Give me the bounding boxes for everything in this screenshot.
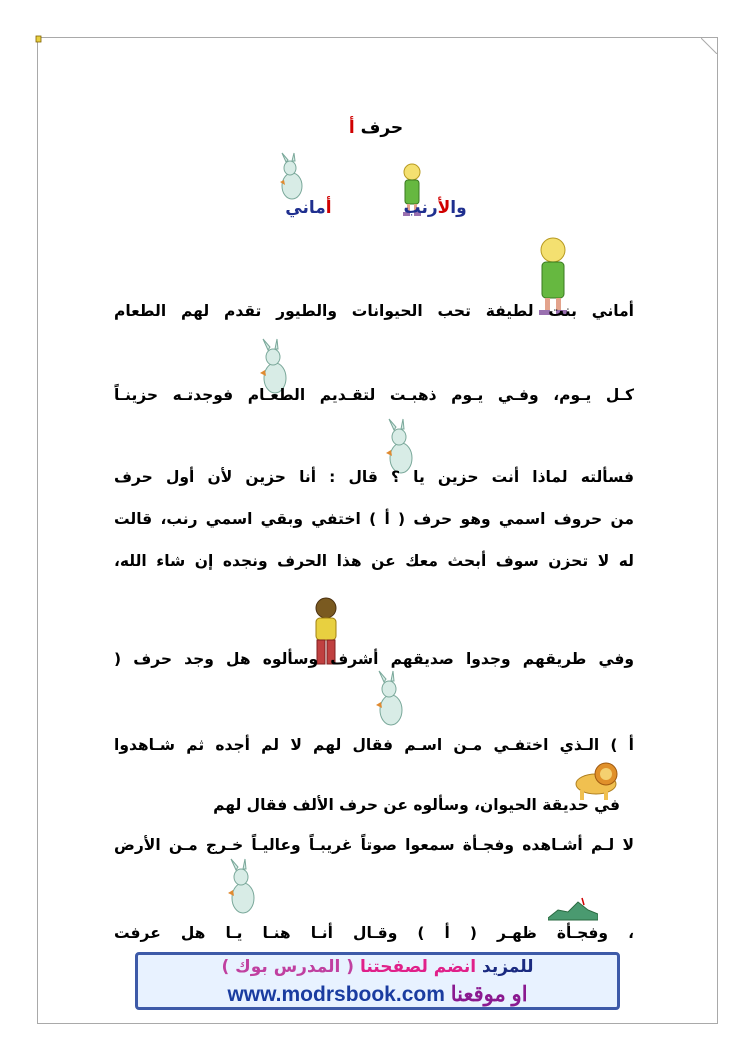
subtitle-rabbit	[403, 198, 466, 218]
story-line-5: له لا تحزن سوف أبحث معك عن هذا الحرف ونجده إن شاء الله،	[114, 552, 634, 570]
subtitle-amani-rest: ماني	[285, 198, 326, 218]
story-line-4: من حروف اسمي وهو حرف ( أ ) اختفي وبقي اسمي رنب، قالت	[114, 510, 634, 528]
subtitle-amani	[285, 198, 331, 218]
story-line-2: كـل يـوم، وفـي يـوم ذهبـت لتقـديم الطعـام فوجدتـه حزينـاً	[114, 386, 634, 404]
banner-more: للمزيد	[482, 957, 534, 977]
pin-icon	[35, 35, 43, 43]
subtitle-and: وا	[450, 198, 467, 218]
story-line-1: أماني بنت لطيفة تحب الحيوانات والطيور تقدم لهم الطعام	[114, 302, 634, 320]
title-letter: أ	[348, 118, 355, 138]
document-page	[37, 37, 718, 1024]
story-line-10: ، وفجـأة ظهـر ( أ ) وقـال أنـا هنـا يـا هل عرفت	[114, 924, 634, 942]
banner-or-site: او موقعنا	[450, 983, 528, 1006]
story-line-6: وفي طريقهم وجدوا صديقهم أشرف وسألوه هل وجد حرف (	[114, 650, 634, 668]
subtitle-amani-red: أ	[325, 198, 332, 218]
rabbit-image	[276, 152, 310, 202]
banner-top-line	[138, 957, 617, 977]
subtitle-and-red: لأ	[437, 198, 451, 218]
banner-bottom-line	[138, 982, 617, 1007]
story-line-3: فسألته لماذا أنت حزين يا ؟ قال : أنا حزين لأن أول حرف	[114, 468, 634, 486]
banner-join: انضم لصفحتنا	[359, 957, 477, 977]
rabbit-image	[372, 670, 410, 728]
ground-mound-image	[548, 896, 598, 922]
rabbit-image	[224, 858, 262, 916]
page-title	[0, 118, 752, 138]
story-line-7: أ ) الـذي اختفـي مـن اسـم فقال لهم لا لم أجده ثم شـاهدوا	[114, 736, 634, 754]
story-subtitle	[0, 198, 752, 218]
page-corner-fold-icon	[701, 38, 717, 54]
banner-url-link[interactable]: www.modrsbook.com	[227, 983, 445, 1006]
promo-banner[interactable]	[135, 952, 620, 1010]
subtitle-rabbit-word: رنب	[403, 198, 438, 218]
story-line-8: في حديقة الحيوان، وسألوه عن حرف الألف فقال لهم	[213, 796, 620, 814]
story-line-9: لا لـم أشـاهده وفجـأة سمعوا صوتاً غريبـاً وعاليـاً خـرج مـن الأرض	[114, 836, 634, 854]
title-word: حرف	[360, 118, 404, 138]
banner-page-name: ( المدرس بوك )	[221, 957, 355, 977]
